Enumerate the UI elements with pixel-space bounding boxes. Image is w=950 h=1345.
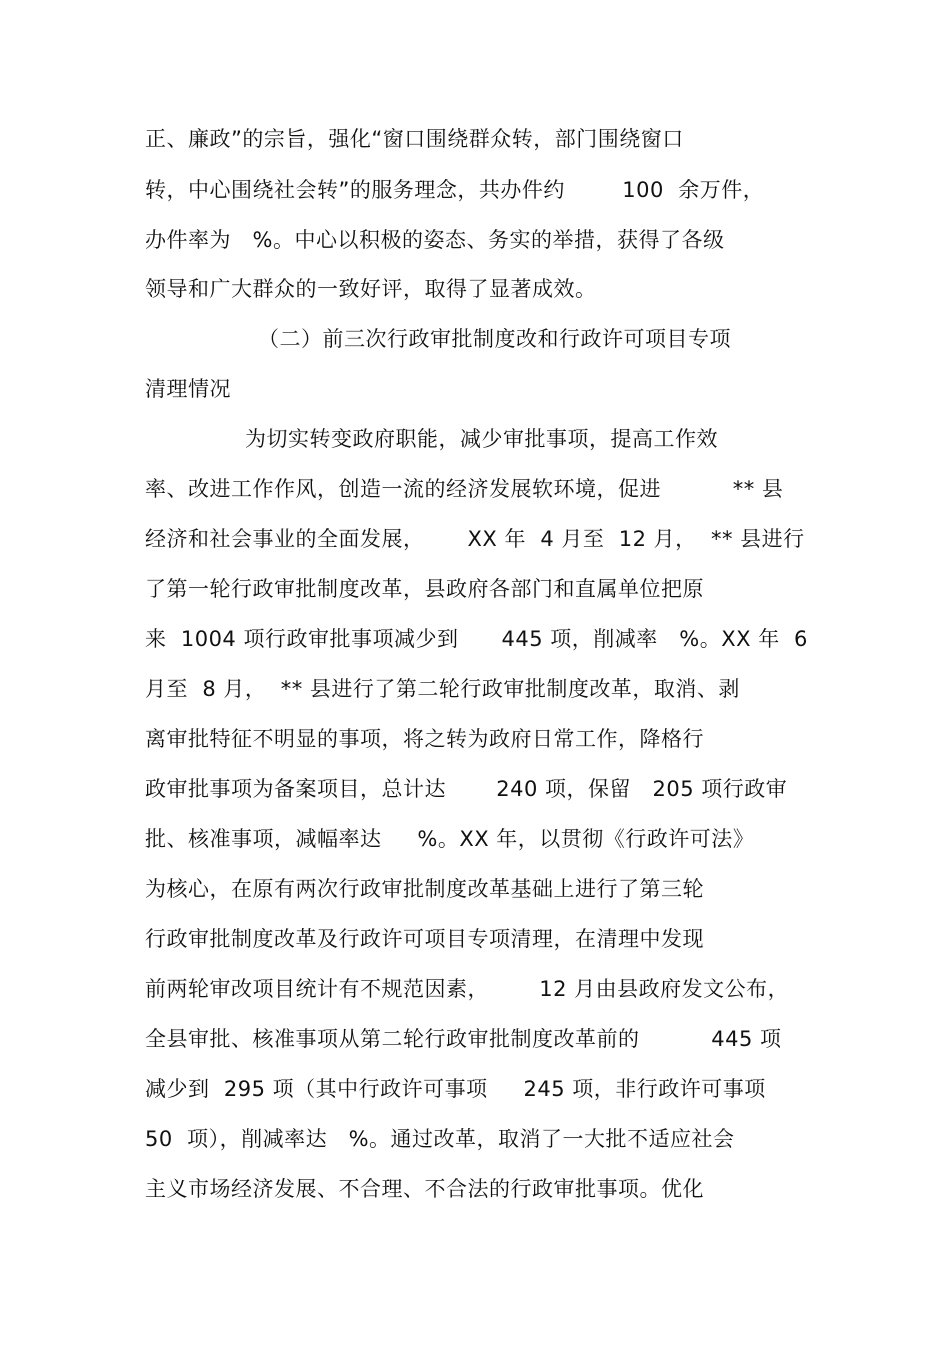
text-line-21: 50 项），削减率达 %。通过改革，取消了一大批不适应社会 bbox=[145, 1127, 735, 1151]
text-line-20: 减少到 295 项（其中行政许可事项 245 项，非行政许可事项 bbox=[145, 1077, 766, 1101]
text-line-10: 了第一轮行政审批制度改革，县政府各部门和直属单位把原 bbox=[145, 577, 704, 601]
text-line-8: 率、改进工作作风，创造一流的经济发展软环境，促进 ** 县 bbox=[145, 477, 784, 501]
paragraph-start-line: 为切实转变政府职能，减少审批事项，提高工作效 bbox=[245, 427, 718, 451]
text-line-3: 办件率为 %。中心以积极的姿态、务实的举措，获得了各级 bbox=[145, 228, 725, 252]
text-line-16: 为核心，在原有两次行政审批制度改革基础上进行了第三轮 bbox=[145, 877, 704, 901]
text-line-11: 来 1004 项行政审批事项减少到 445 项，削减率 %。XX 年 6 bbox=[145, 627, 808, 651]
text-line-22: 主义市场经济发展、不合理、不合法的行政审批事项。优化 bbox=[145, 1177, 704, 1201]
text-line-4: 领导和广大群众的一致好评，取得了显著成效。 bbox=[145, 277, 597, 301]
text-line-17: 行政审批制度改革及行政许可项目专项清理，在清理中发现 bbox=[145, 927, 704, 951]
text-line-13: 离审批特征不明显的事项，将之转为政府日常工作，降格行 bbox=[145, 727, 704, 751]
text-line-18: 前两轮审改项目统计有不规范因素， 12 月由县政府发文公布， bbox=[145, 977, 790, 1001]
text-line-1: 正、廉政”的宗旨，强化“窗口围绕群众转，部门围绕窗口 bbox=[145, 127, 684, 151]
text-line-12: 月至 8 月， ** 县进行了第二轮行政审批制度改革，取消、剥 bbox=[145, 677, 740, 701]
text-line-9: 经济和社会事业的全面发展， XX 年 4 月至 12 月， ** 县进行 bbox=[145, 527, 805, 551]
text-line-19: 全县审批、核准事项从第二轮行政审批制度改革前的 445 项 bbox=[145, 1027, 782, 1051]
text-line-14: 政审批事项为备案项目，总计达 240 项，保留 205 项行政审 bbox=[145, 777, 788, 801]
section-heading-continuation: 清理情况 bbox=[145, 377, 231, 401]
text-line-15: 批、核准事项，减幅率达 %。XX 年，以贯彻《行政许可法》 bbox=[145, 827, 755, 851]
text-line-2: 转，中心围绕社会转”的服务理念，共办件约 100 余万件， bbox=[145, 178, 765, 202]
section-heading: （二）前三次行政审批制度改和行政许可项目专项 bbox=[258, 327, 731, 351]
